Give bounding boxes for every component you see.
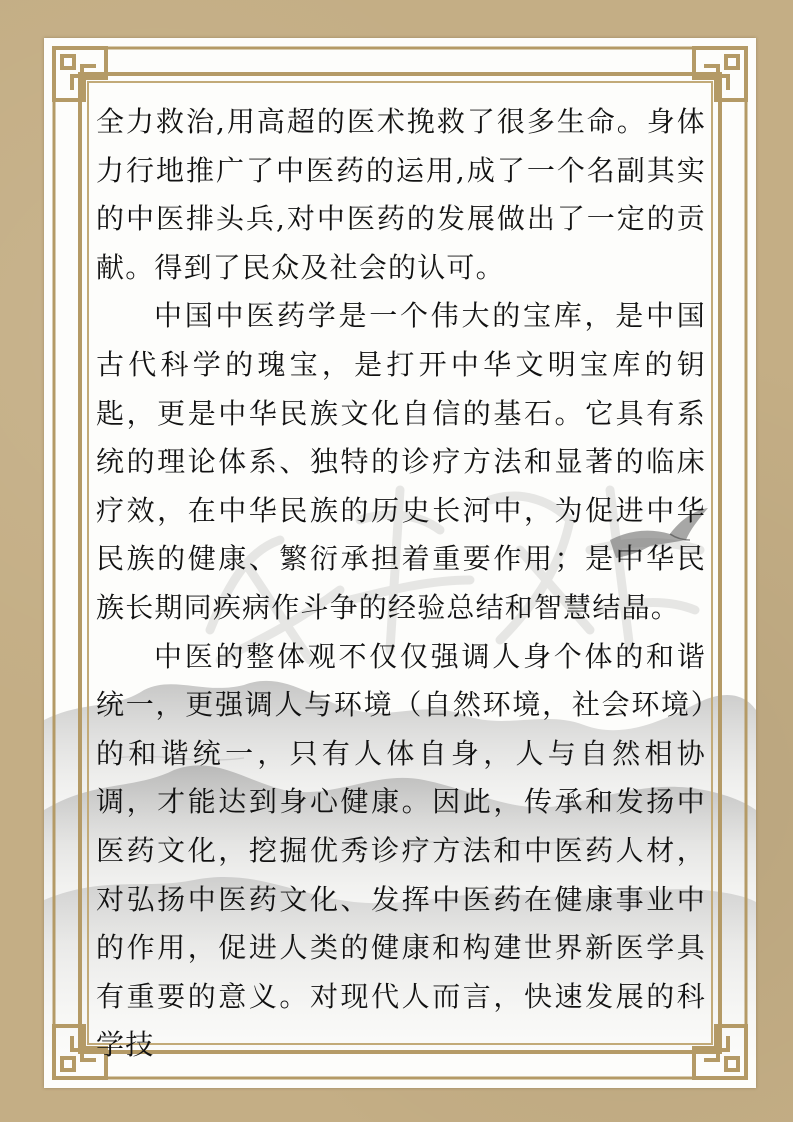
document-body xyxy=(96,98,706,1070)
paragraph-3: 中医的整体观不仅仅强调人身个体的和谐统一，更强调人与环境（自然环境，社会环境）的和谐统一，只有人体自身，人与自然相协调，才能达到身心健康。因此，传承和发扬中医药文化，挖掘优秀诊疗方法和中医药人材，对弘扬中医药文化、发挥中医药在健康事业中的作用，促进人类的健康和构建世界新医学具有重要的意义。对现代人而言，快速发展的科学技 xyxy=(96,639,706,1062)
paragraph-1: 全力救治,用高超的医术挽救了很多生命。身体力行地推广了中医药的运用,成了一个名副其实的中医排头兵,对中医药的发展做出了一定的贡献。得到了民众及社会的认可。 xyxy=(96,105,706,284)
paragraph-2: 中国中医药学是一个伟大的宝库，是中国古代科学的瑰宝，是打开中华文明宝库的钥匙，更是中华民族文化自信的基石。它具有系统的理论体系、独特的诊疗方法和显著的临床疗效，在中华民族的历史长河中，为促进中华民族的健康、繁衍承担着重要作用；是中华民族长期同疾病作斗争的经验总结和智慧结晶。 xyxy=(96,299,706,624)
